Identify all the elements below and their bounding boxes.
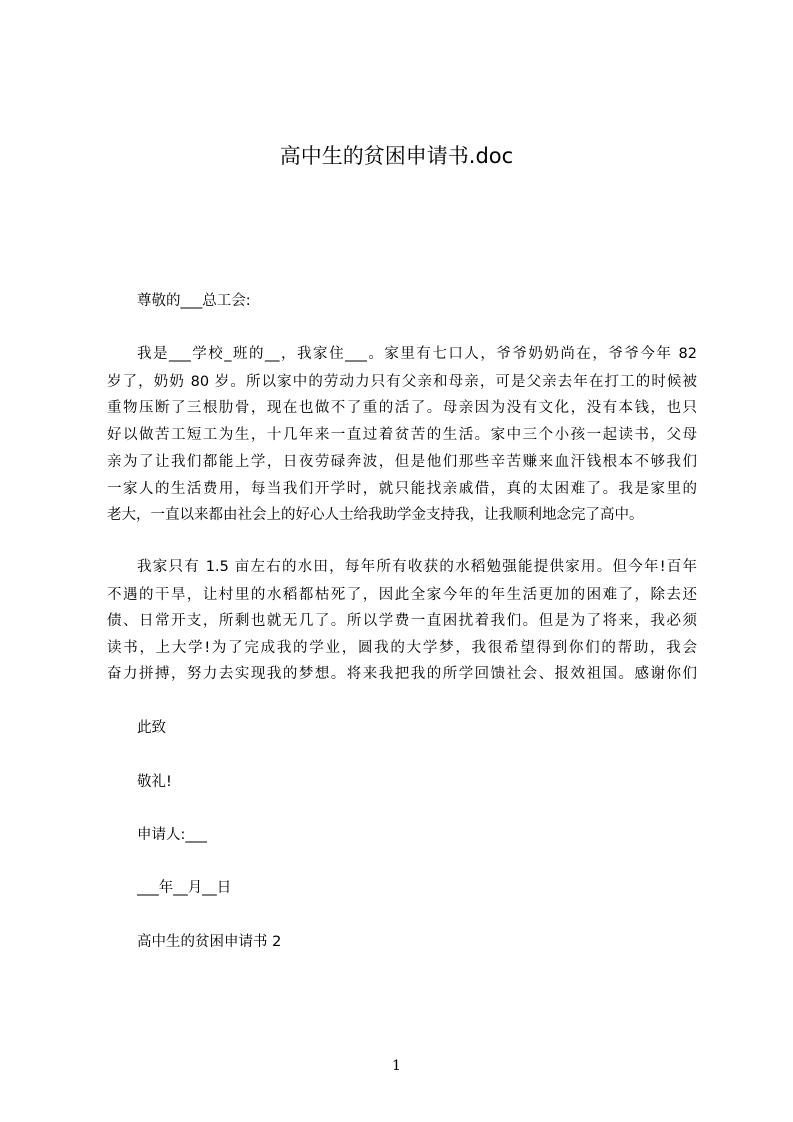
paragraph1-line-5: 亲为了让我们都能上学，日夜劳碌奔波，但是他们那些辛苦赚来血汗钱根本不够我们 — [107, 454, 697, 470]
paragraph1-line-4: 好以做苦工短工为生，十几年来一直过着贫苦的生活。家中三个小孩一起读书，父母 — [107, 427, 697, 443]
paragraph1-line-1: 我是___学校_班的__，我家住___。家里有七口人，爷爷奶奶尚在，爷爷今年 82 — [137, 346, 697, 362]
paragraph1-line-6: 一家人的生活费用，每当我们开学时，就只能找亲戚借，真的太困难了。我是家里的 — [107, 481, 697, 497]
paragraph2-line-3: 债、日常开支，所剩也就无几了。所以学费一直困扰着我们。但是为了将来，我必须 — [107, 613, 697, 629]
regards-text: 敬礼! — [137, 774, 172, 790]
next-document-title: 高中生的贫困申请书 2 — [137, 934, 282, 950]
closing-text: 此致 — [137, 720, 166, 736]
paragraph2-line-4: 读书，上大学!为了完成我的学业，圆我的大学梦，我很希望得到你们的帮助，我会 — [107, 640, 697, 656]
paragraph1-line-2: 岁了，奶奶 80 岁。所以家中的劳动力只有父亲和母亲，可是父亲去年在打工的时候被 — [107, 374, 697, 390]
paragraph1-line-3: 重物压断了三根肋骨，现在也做不了重的活了。母亲因为没有文化，没有本钱，也只 — [107, 400, 697, 416]
document-title: 高中生的贫困申请书.doc — [279, 144, 514, 168]
page-number: 1 — [392, 1058, 401, 1074]
paragraph2-line-5: 奋力拼搏，努力去实现我的梦想。将来我把我的所学回馈社会、报效祖国。感谢你们 — [107, 666, 697, 682]
date-line: ___年__月__日 — [137, 880, 232, 896]
paragraph2-line-1: 我家只有 1.5 亩左右的水田，每年所有收获的水稻勉强能提供家用。但今年!百年 — [137, 559, 697, 575]
applicant-line: 申请人:___ — [137, 827, 208, 843]
salutation: 尊敬的___总工会: — [137, 293, 251, 309]
paragraph1-line-7: 老大，一直以来都由社会上的好心人士给我助学金支持我，让我顺利地念完了高中。 — [107, 507, 644, 523]
paragraph2-line-2: 不遇的干旱，让村里的水稻都枯死了，因此全家今年的年生活更加的困难了，除去还 — [107, 587, 697, 603]
